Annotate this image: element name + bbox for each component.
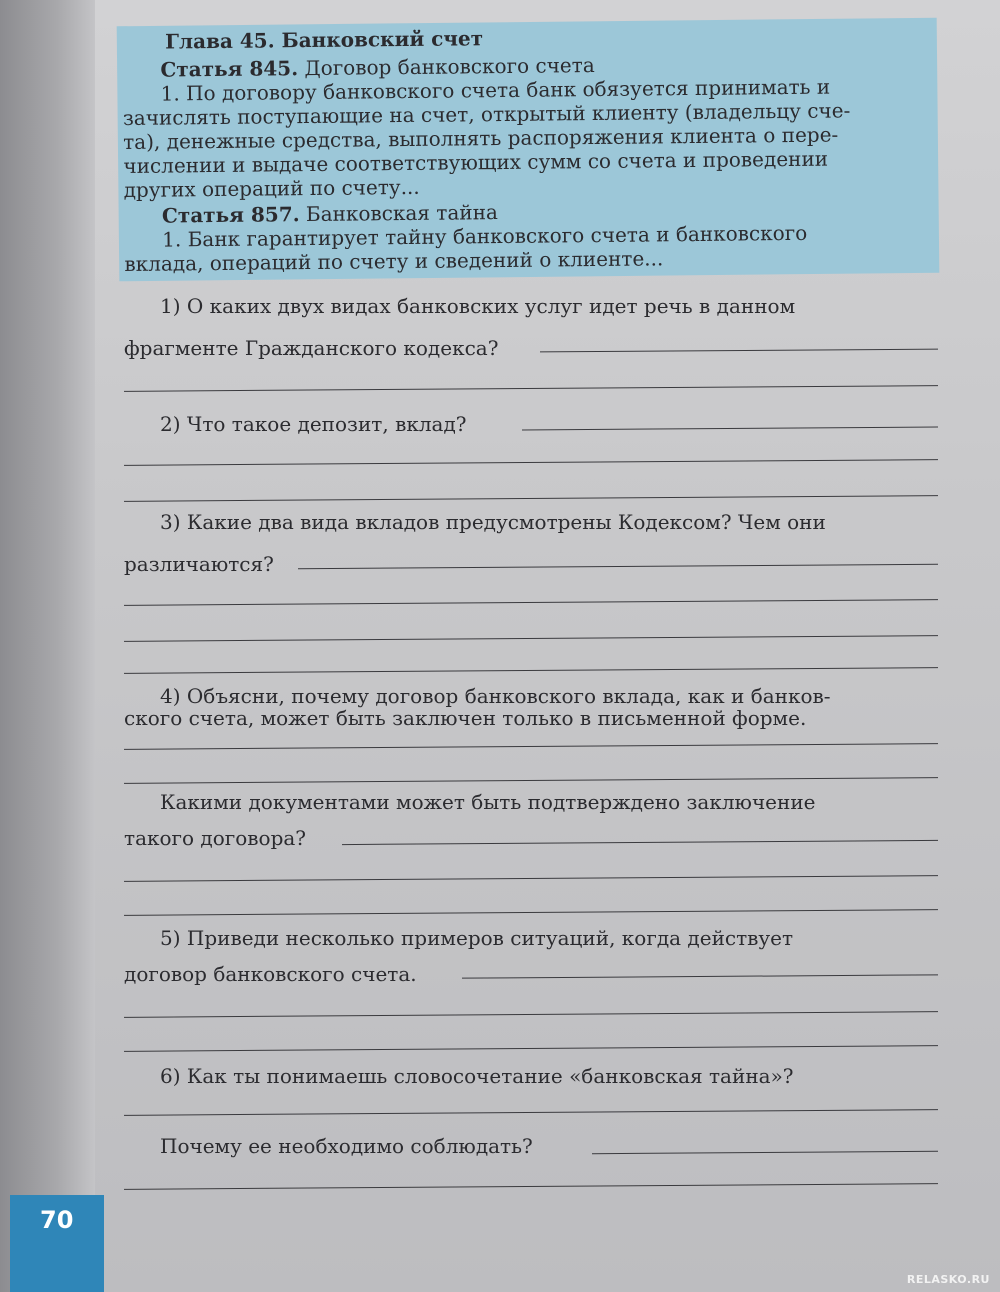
article-845-name: Договор банковского счета bbox=[304, 53, 595, 81]
answer-line bbox=[124, 875, 938, 882]
page-number: 70 bbox=[40, 1206, 74, 1234]
answer-line bbox=[124, 459, 938, 466]
answer-line bbox=[124, 667, 938, 674]
question-5-line: 5) Приведи несколько примеров ситуаций, когда действует bbox=[160, 926, 794, 950]
article-845-number: Статья 845. bbox=[160, 56, 299, 82]
question-4-line: 4) Объясни, почему договор банковского вклада, как и банков- bbox=[160, 684, 831, 708]
answer-line bbox=[124, 777, 938, 784]
article-845-line: зачислять поступающие на счет, открытый клиенту (владельцу сче- bbox=[122, 98, 851, 130]
answer-line bbox=[124, 743, 938, 750]
answer-line bbox=[124, 495, 938, 502]
chapter-title: Глава 45. Банковский счет bbox=[164, 26, 484, 54]
question-6-line: 6) Как ты понимаешь словосочетание «банковская тайна»? bbox=[160, 1064, 794, 1088]
article-857-line: вклада, операций по счету и сведений о клиенте... bbox=[124, 246, 664, 276]
question-2-line: 2) Что такое депозит, вклад? bbox=[160, 412, 467, 436]
question-5-line: договор банковского счета. bbox=[124, 962, 417, 986]
answer-line bbox=[124, 1011, 938, 1018]
question-1-line: фрагменте Гражданского кодекса? bbox=[124, 336, 499, 360]
question-1-line: 1) О каких двух видах банковских услуг идет речь в данном bbox=[160, 294, 796, 318]
answer-line bbox=[124, 635, 938, 642]
answer-line bbox=[124, 1045, 938, 1052]
article-845-line: 1. По договору банковского счета банк обязуется принимать и bbox=[160, 74, 831, 106]
answer-line bbox=[124, 1183, 938, 1190]
article-845-line: та), денежные средства, выполнять распоряжения клиента о пере- bbox=[123, 122, 839, 154]
answer-line bbox=[124, 599, 938, 606]
answer-line bbox=[462, 974, 938, 978]
answer-line bbox=[124, 385, 938, 392]
answer-line bbox=[522, 427, 938, 431]
question-4b-line: Какими документами может быть подтверждено заключение bbox=[160, 790, 816, 814]
question-4b-line: такого договора? bbox=[124, 826, 307, 850]
page-gutter-shadow bbox=[0, 0, 95, 1292]
article-857-number: Статья 857. bbox=[161, 202, 300, 228]
answer-line bbox=[342, 840, 938, 845]
answer-line bbox=[592, 1151, 938, 1154]
question-6b-line: Почему ее необходимо соблюдать? bbox=[160, 1134, 533, 1158]
answer-line bbox=[124, 1109, 938, 1116]
article-857-name: Банковская тайна bbox=[305, 200, 499, 227]
article-857-line: 1. Банк гарантирует тайну банковского счета и банковского bbox=[162, 220, 808, 252]
answer-line bbox=[124, 909, 938, 916]
answer-line bbox=[540, 349, 938, 353]
article-845-line: числении и выдаче соответствующих сумм со счета и проведении bbox=[123, 146, 829, 178]
site-watermark: RELASKO.RU bbox=[906, 1273, 990, 1286]
answer-line bbox=[298, 564, 938, 569]
question-4-line: ского счета, может быть заключен только в письменной форме. bbox=[124, 706, 807, 730]
question-3-line: 3) Какие два вида вкладов предусмотрены Кодексом? Чем они bbox=[160, 510, 826, 534]
article-845-line: других операций по счету... bbox=[123, 174, 420, 202]
question-3-line: различаются? bbox=[124, 552, 274, 576]
article-857-heading bbox=[162, 200, 498, 228]
